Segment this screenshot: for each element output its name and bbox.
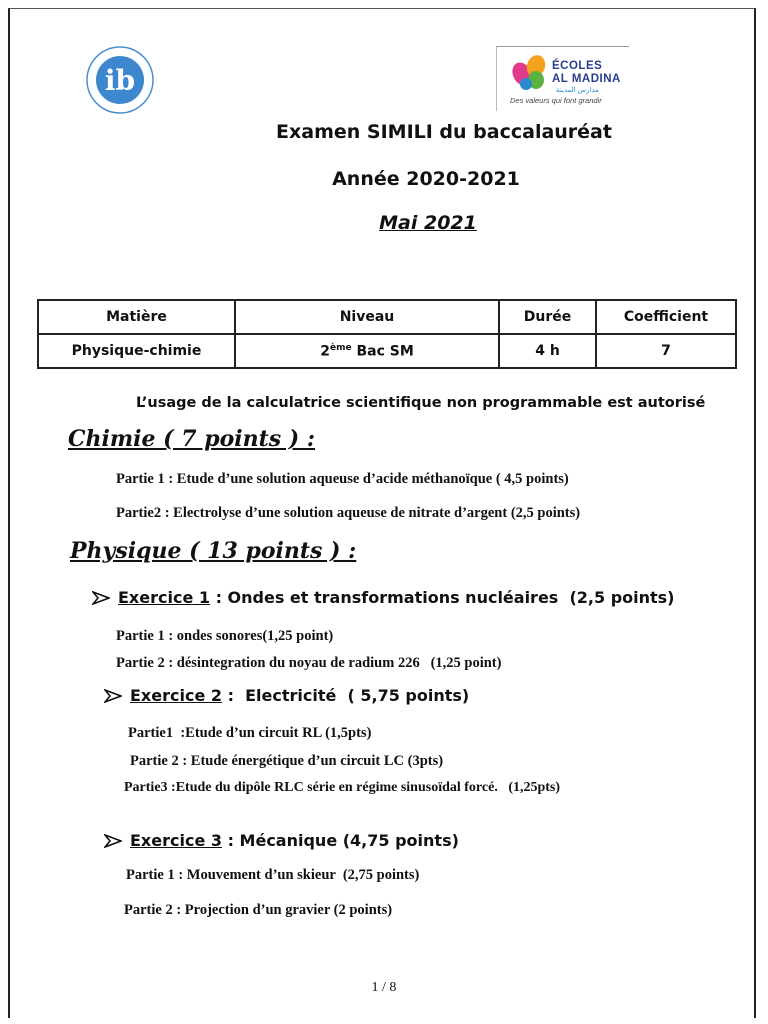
exercise-3-heading <box>104 831 459 850</box>
exam-date: Mai 2021 <box>379 212 477 234</box>
subject-value: Physique-chimie <box>38 334 235 368</box>
duration-value: 4 h <box>499 334 596 368</box>
exercise-3-label: Exercice 3 <box>130 831 222 850</box>
exercise-1-label: Exercice 1 <box>118 588 210 607</box>
exercise-3-part-1: Partie 1 : Mouvement d’un skieur (2,75 points) <box>126 867 420 883</box>
exercise-1-title: : Ondes et transformations nucléaires (2,5 points) <box>210 588 675 607</box>
exercise-3-part-2: Partie 2 : Projection d’un gravier (2 points) <box>124 902 393 918</box>
calculator-note: L’usage de la calculatrice scientifique non programmable est autorisé <box>136 395 706 411</box>
exam-info-table <box>37 299 737 369</box>
exercise-3-title: : Mécanique (4,75 points) <box>222 831 459 850</box>
page-number: 1 / 8 <box>371 980 397 995</box>
level-value: 2ème Bac SM <box>235 334 499 368</box>
exercise-2-title: : Electricité ( 5,75 points) <box>222 686 470 705</box>
exercise-1-part-1: Partie 1 : ondes sonores(1,25 point) <box>116 628 334 644</box>
chimie-part-2: Partie2 : Electrolyse d’une solution aqueuse de nitrate d’argent (2,5 points) <box>116 505 581 521</box>
ib-logo-text: ib <box>104 64 136 97</box>
exercise-2-heading <box>104 686 469 705</box>
exam-year: Année 2020-2021 <box>332 168 520 190</box>
exam-title: Examen SIMILI du baccalauréat <box>276 121 612 143</box>
exercise-2-part-2: Partie 2 : Etude énergétique d’un circuit LC (3pts) <box>130 753 444 769</box>
arrow-bullet-icon <box>92 591 110 605</box>
ib-logo <box>82 44 164 116</box>
arrow-bullet-icon <box>104 689 122 703</box>
header-coefficient: Coefficient <box>596 300 736 334</box>
school-arabic-name: مدارس المدينة <box>556 87 599 94</box>
header-level: Niveau <box>235 300 499 334</box>
chimie-heading: Chimie ( 7 points ) : <box>68 426 315 452</box>
school-logo <box>496 46 630 112</box>
exercise-2-part-1: Partie1 :Etude d’un circuit RL (1,5pts) <box>128 725 372 741</box>
header-duration: Durée <box>499 300 596 334</box>
chimie-part-1: Partie 1 : Etude d’une solution aqueuse d’acide méthanoïque ( 4,5 points) <box>116 471 569 487</box>
arrow-bullet-icon <box>104 834 122 848</box>
physique-heading: Physique ( 13 points ) : <box>70 538 357 564</box>
school-tagline: Des valeurs qui font grandir <box>510 96 602 105</box>
exercise-2-part-3: Partie3 :Etude du dipôle RLC série en régime sinusoïdal forcé. (1,25pts) <box>124 780 561 795</box>
coefficient-value: 7 <box>596 334 736 368</box>
school-name: ÉCOLES AL MADINA <box>552 60 621 85</box>
header-subject: Matière <box>38 300 235 334</box>
exercise-2-label: Exercice 2 <box>130 686 222 705</box>
exercise-1-part-2: Partie 2 : désintegration du noyau de radium 226 (1,25 point) <box>116 655 502 671</box>
exercise-1-heading <box>92 588 675 607</box>
